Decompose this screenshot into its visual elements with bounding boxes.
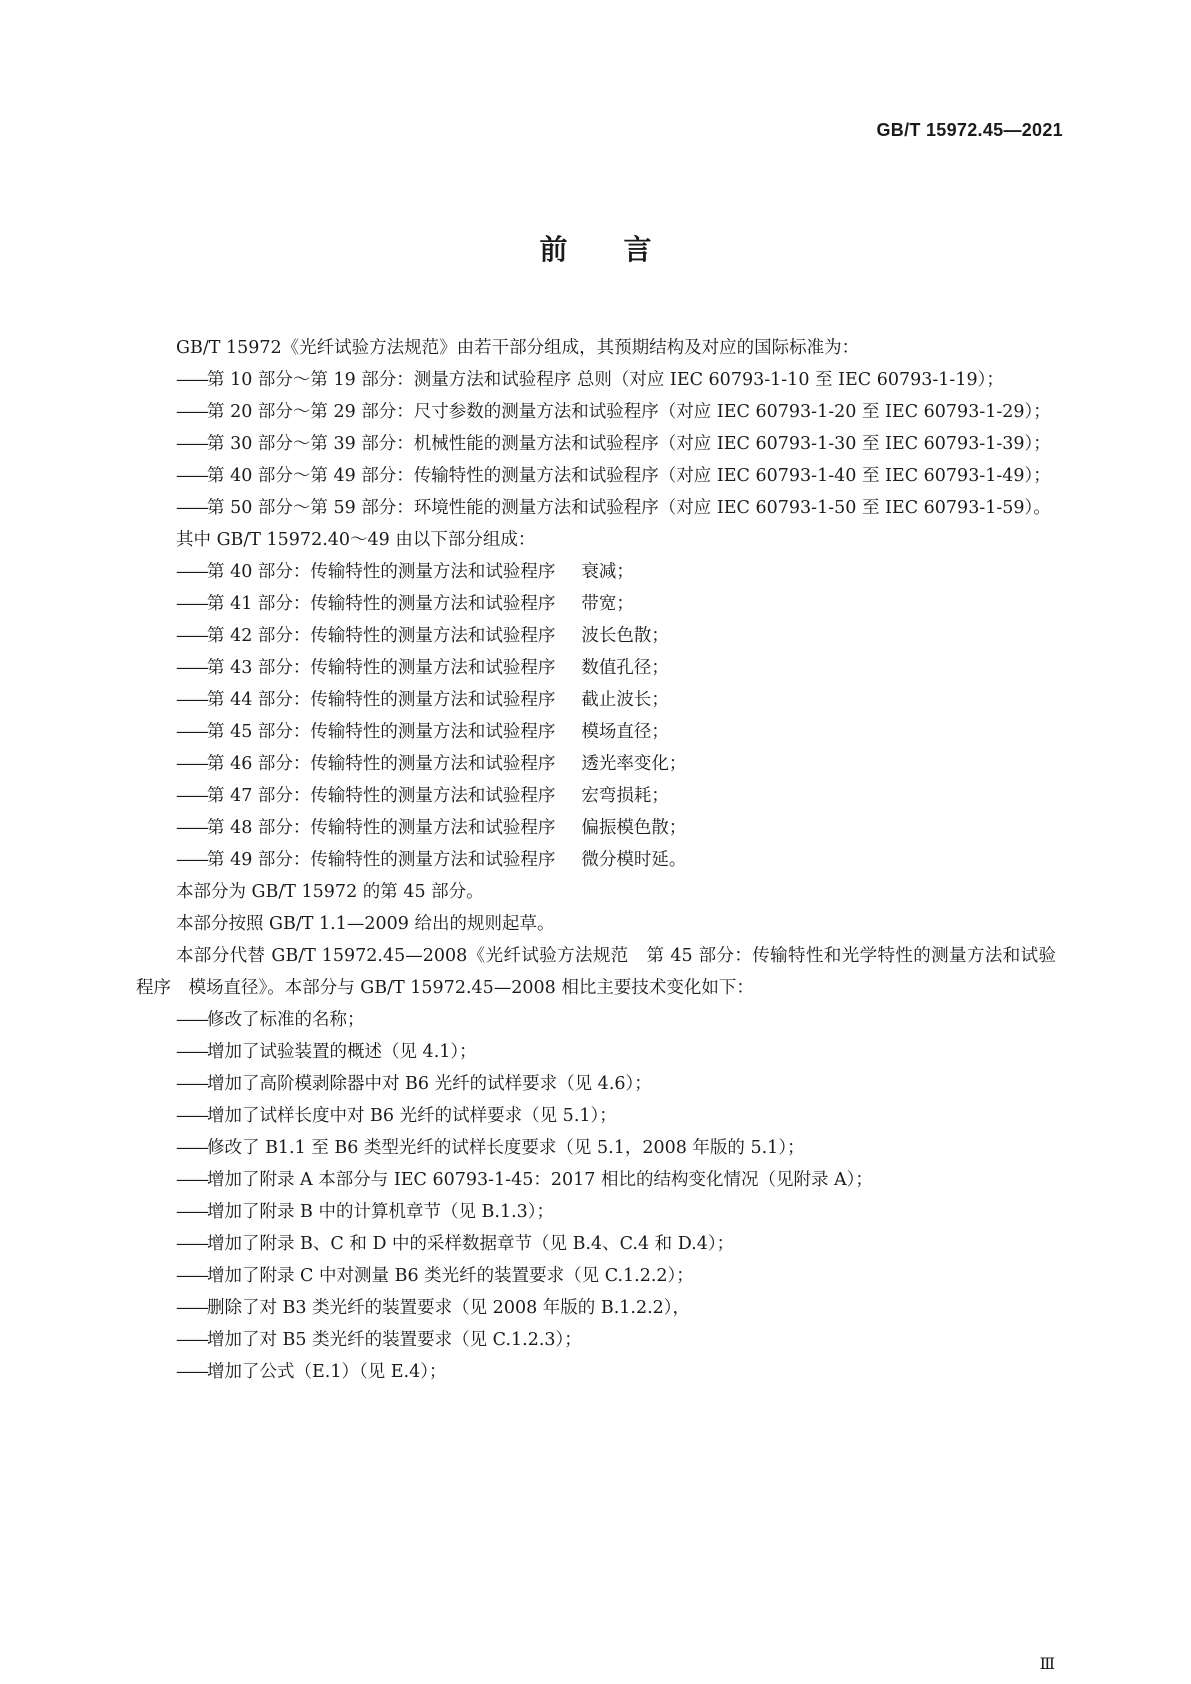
sub-part-item — [136, 716, 1056, 748]
sub-part-name: 第 47 部分：传输特性的测量方法和试验程序 — [207, 786, 556, 806]
structure-item — [136, 460, 1056, 492]
dash: —— — [176, 594, 207, 614]
dash: —— — [176, 690, 207, 710]
change-item-text: 增加了高阶模剥除器中对 B6 光纤的试样要求（见 4.6）； — [207, 1074, 652, 1094]
structure-item — [136, 492, 1056, 524]
intro-paragraph: GB/T 15972《光纤试验方法规范》由若干部分组成，其预期结构及对应的国际标准为： — [176, 338, 860, 358]
title-char-2: 言 — [623, 233, 652, 266]
change-item — [136, 1260, 1056, 1292]
foreword-body — [136, 332, 1056, 1388]
sub-part-item — [136, 780, 1056, 812]
change-item-text: 修改了 B1.1 至 B6 类型光纤的试样长度要求（见 5.1，2008 年版的 5.1）； — [207, 1138, 805, 1158]
sub-part-topic: 带宽； — [581, 594, 634, 614]
part-statement: 本部分为 GB/T 15972 的第 45 部分。 — [176, 882, 484, 902]
sub-part-item — [136, 748, 1056, 780]
dash: —— — [176, 466, 207, 486]
sub-part-item — [136, 620, 1056, 652]
title-char-1: 前 — [539, 233, 568, 266]
structure-item-text: 第 30 部分～第 39 部分：机械性能的测量方法和试验程序（对应 IEC 60793-1-30 至 IEC 60793-1-39）； — [207, 434, 1051, 454]
structure-item — [136, 428, 1056, 460]
change-item — [136, 1036, 1056, 1068]
dash: —— — [176, 626, 207, 646]
sub-part-item — [136, 588, 1056, 620]
sub-part-topic: 偏振模色散； — [581, 818, 687, 838]
sub-part-name: 第 41 部分：传输特性的测量方法和试验程序 — [207, 594, 556, 614]
change-item — [136, 1068, 1056, 1100]
sub-part-name: 第 43 部分：传输特性的测量方法和试验程序 — [207, 658, 556, 678]
sub-part-topic: 波长色散； — [581, 626, 669, 646]
dash: —— — [176, 1202, 207, 1222]
change-item-text: 增加了附录 B、C 和 D 中的采样数据章节（见 B.4、C.4 和 D.4）； — [207, 1234, 735, 1254]
dash: —— — [176, 850, 207, 870]
sub-part-name: 第 40 部分：传输特性的测量方法和试验程序 — [207, 562, 556, 582]
change-item-text: 增加了附录 B 中的计算机章节（见 B.1.3）； — [207, 1202, 555, 1222]
sub-part-item — [136, 556, 1056, 588]
dash: —— — [176, 498, 207, 518]
change-item-text: 删除了对 B3 类光纤的装置要求（见 2008 年版的 B.1.2.2）， — [207, 1298, 691, 1318]
structure-item-text: 第 20 部分～第 29 部分：尺寸参数的测量方法和试验程序（对应 IEC 60793-1-20 至 IEC 60793-1-29）； — [207, 402, 1051, 422]
dash: —— — [176, 1234, 207, 1254]
dash: —— — [176, 818, 207, 838]
dash: —— — [176, 1170, 207, 1190]
change-item-text: 增加了对 B5 类光纤的装置要求（见 C.1.2.3）； — [207, 1330, 582, 1350]
dash: —— — [176, 1042, 207, 1062]
dash: —— — [176, 1362, 207, 1382]
dash: —— — [176, 402, 207, 422]
standard-code: GB/T 15972.45—2021 — [876, 120, 1063, 140]
change-item-text: 增加了试验装置的概述（见 4.1）； — [207, 1042, 477, 1062]
change-item-text: 增加了附录 A 本部分与 IEC 60793-1-45：2017 相比的结构变化情况（见附录 A）； — [207, 1170, 873, 1190]
structure-item — [136, 396, 1056, 428]
change-item — [136, 1132, 1056, 1164]
dash: —— — [176, 1106, 207, 1126]
dash: —— — [176, 562, 207, 582]
structure-item-text: 第 40 部分～第 49 部分：传输特性的测量方法和试验程序（对应 IEC 60793-1-40 至 IEC 60793-1-49）； — [207, 466, 1051, 486]
dash: —— — [176, 1330, 207, 1350]
sub-part-name: 第 44 部分：传输特性的测量方法和试验程序 — [207, 690, 556, 710]
sub-part-topic: 截止波长； — [581, 690, 669, 710]
sub-intro-paragraph: 其中 GB/T 15972.40～49 由以下部分组成： — [176, 530, 536, 550]
sub-part-name: 第 42 部分：传输特性的测量方法和试验程序 — [207, 626, 556, 646]
change-item — [136, 1356, 1056, 1388]
change-item-text: 增加了公式（E.1）（见 E.4）； — [207, 1362, 447, 1382]
sub-part-topic: 模场直径； — [581, 722, 669, 742]
change-item — [136, 1292, 1056, 1324]
dash: —— — [176, 434, 207, 454]
dash: —— — [176, 1266, 207, 1286]
dash: —— — [176, 786, 207, 806]
replace-statement: 本部分代替 GB/T 15972.45—2008《光纤试验方法规范 第 45 部分：传输特性和光学特性的测量方法和试验程序 模场直径》。本部分与 GB/T 15972.45—2008 相比主要技术变化如下： — [136, 946, 1056, 998]
dash: —— — [176, 1138, 207, 1158]
change-item — [136, 1100, 1056, 1132]
sub-part-name: 第 46 部分：传输特性的测量方法和试验程序 — [207, 754, 556, 774]
dash: —— — [176, 1298, 207, 1318]
sub-part-item — [136, 652, 1056, 684]
change-item — [136, 1164, 1056, 1196]
structure-item — [136, 364, 1056, 396]
sub-part-name: 第 48 部分：传输特性的测量方法和试验程序 — [207, 818, 556, 838]
sub-part-name: 第 45 部分：传输特性的测量方法和试验程序 — [207, 722, 556, 742]
dash: —— — [176, 754, 207, 774]
dash: —— — [176, 370, 207, 390]
page-number: Ⅲ — [1039, 1654, 1055, 1673]
change-item-text: 增加了试样长度中对 B6 光纤的试样要求（见 5.1）； — [207, 1106, 617, 1126]
sub-part-topic: 数值孔径； — [581, 658, 669, 678]
sub-part-item — [136, 844, 1056, 876]
page-title — [0, 228, 1191, 268]
sub-part-topic: 衰减； — [581, 562, 634, 582]
sub-part-topic: 微分模时延。 — [581, 850, 687, 870]
structure-item-text: 第 50 部分～第 59 部分：环境性能的测量方法和试验程序（对应 IEC 60793-1-50 至 IEC 60793-1-59）。 — [207, 498, 1051, 518]
change-item — [136, 1324, 1056, 1356]
change-item — [136, 1004, 1056, 1036]
change-item — [136, 1196, 1056, 1228]
dash: —— — [176, 722, 207, 742]
sub-part-topic: 宏弯损耗； — [581, 786, 669, 806]
sub-part-item — [136, 684, 1056, 716]
sub-part-name: 第 49 部分：传输特性的测量方法和试验程序 — [207, 850, 556, 870]
change-item — [136, 1228, 1056, 1260]
dash: —— — [176, 658, 207, 678]
dash: —— — [176, 1074, 207, 1094]
dash: —— — [176, 1010, 207, 1030]
sub-part-topic: 透光率变化； — [581, 754, 687, 774]
change-item-text: 增加了附录 C 中对测量 B6 类光纤的装置要求（见 C.1.2.2）； — [207, 1266, 694, 1286]
sub-part-item — [136, 812, 1056, 844]
structure-item-text: 第 10 部分～第 19 部分：测量方法和试验程序 总则（对应 IEC 60793-1-10 至 IEC 60793-1-19）； — [207, 370, 1004, 390]
change-item-text: 修改了标准的名称； — [207, 1010, 365, 1030]
drafting-rule: 本部分按照 GB/T 1.1—2009 给出的规则起草。 — [176, 914, 555, 934]
